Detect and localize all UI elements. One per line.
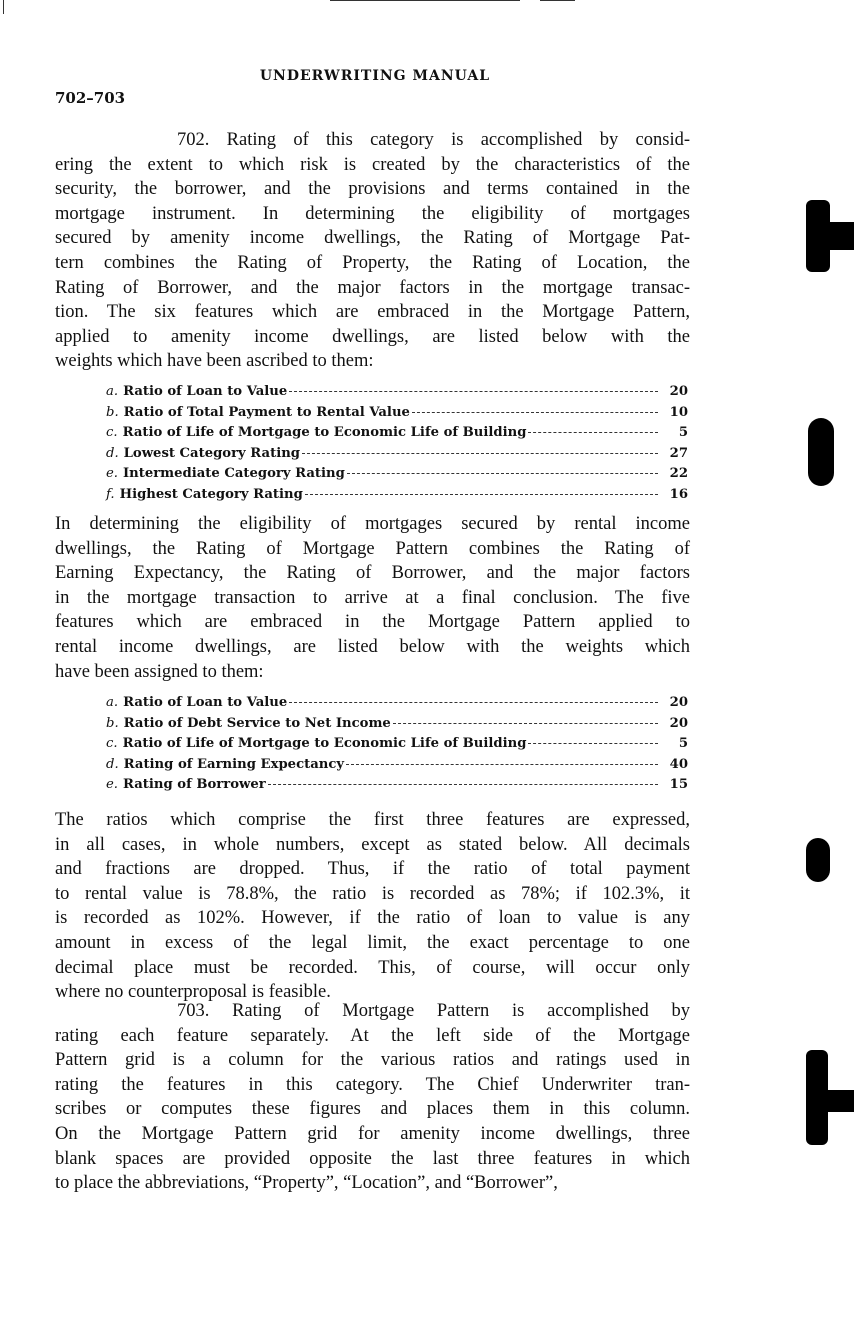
text-line: The ratios which comprise the first three features are expressed, bbox=[55, 810, 690, 830]
feature-row bbox=[106, 734, 688, 755]
feature-letter: d. bbox=[106, 445, 119, 461]
amenity-features-list bbox=[106, 382, 688, 505]
feature-letter: e. bbox=[106, 777, 118, 792]
rental-features-list bbox=[106, 693, 688, 796]
leader-dots bbox=[393, 723, 658, 724]
feature-row bbox=[106, 403, 688, 424]
leader-dots bbox=[346, 764, 658, 765]
feature-weight: 15 bbox=[669, 777, 688, 792]
text-line: dwellings, the Rating of Mortgage Pattern combines the Rating of bbox=[55, 538, 690, 559]
feature-label: Highest Category Rating bbox=[119, 486, 303, 502]
feature-letter: c. bbox=[106, 425, 118, 440]
feature-row bbox=[106, 775, 688, 796]
text-line: rating each feature separately. At the left side of the Mortgage bbox=[55, 1025, 690, 1046]
feature-row bbox=[106, 444, 688, 465]
feature-weight: 16 bbox=[669, 486, 688, 502]
leader-dots bbox=[289, 391, 658, 392]
top-rule bbox=[330, 0, 520, 1]
feature-weight: 20 bbox=[669, 715, 688, 731]
text-line: secured by amenity income dwellings, the Rating of Mortgage Pat- bbox=[55, 228, 690, 249]
feature-label: Ratio of Life of Mortgage to Economic Life of Building bbox=[122, 425, 527, 440]
section-range: 702–703 bbox=[55, 89, 126, 107]
text-line: is recorded as 102%. However, if the ratio of loan to value is any bbox=[55, 908, 690, 929]
leader-dots bbox=[268, 784, 658, 785]
feature-letter: a. bbox=[106, 695, 119, 710]
binding-mark bbox=[806, 1090, 854, 1112]
text-line: to place the abbreviations, “Property”, “Location”, and “Borrower”, bbox=[55, 1173, 558, 1194]
paragraph-rental bbox=[55, 512, 690, 684]
feature-row bbox=[106, 423, 688, 444]
feature-label: Ratio of Debt Service to Net Income bbox=[123, 715, 391, 731]
text-line: 703. Rating of Mortgage Pattern is accomplished by bbox=[177, 1001, 690, 1021]
text-line: Rating of Borrower, and the major factors in the mortgage transac- bbox=[55, 277, 690, 298]
text-line: in the mortgage transaction to arrive at a final conclusion. The five bbox=[55, 587, 690, 608]
running-header: UNDERWRITING MANUAL bbox=[259, 68, 491, 84]
feature-label: Ratio of Loan to Value bbox=[123, 384, 288, 399]
text-line: Pattern grid is a column for the various ratios and ratings used in bbox=[55, 1050, 690, 1071]
feature-label: Intermediate Category Rating bbox=[123, 466, 345, 481]
feature-letter: e. bbox=[106, 466, 118, 481]
feature-label: Ratio of Life of Mortgage to Economic Life of Building bbox=[122, 736, 527, 751]
text-line: mortgage instrument. In determining the eligibility of mortgages bbox=[55, 203, 690, 224]
binding-hole bbox=[808, 418, 834, 486]
binding-hole bbox=[806, 838, 830, 882]
feature-row bbox=[106, 693, 688, 714]
leader-dots bbox=[528, 432, 658, 433]
leader-dots bbox=[302, 453, 658, 454]
feature-letter: a. bbox=[106, 384, 119, 399]
text-line: rental income dwellings, are listed below with the weights which bbox=[55, 636, 690, 657]
text-line: features which are embraced in the Mortgage Pattern applied to bbox=[55, 612, 690, 633]
text-line: In determining the eligibility of mortgages secured by rental income bbox=[55, 514, 690, 534]
feature-label: Lowest Category Rating bbox=[123, 445, 301, 461]
paragraph-703 bbox=[55, 999, 690, 1196]
leader-dots bbox=[412, 412, 658, 413]
feature-weight: 27 bbox=[669, 445, 688, 461]
feature-row bbox=[106, 755, 688, 776]
text-line: On the Mortgage Pattern grid for amenity income dwellings, three bbox=[55, 1123, 690, 1144]
text-line: and fractions are dropped. Thus, if the ratio of total payment bbox=[55, 859, 690, 880]
feature-label: Rating of Borrower bbox=[123, 777, 266, 792]
text-line: security, the borrower, and the provisions and terms contained in the bbox=[55, 179, 690, 200]
leader-dots bbox=[528, 743, 658, 744]
paragraph-ratios bbox=[55, 808, 690, 1005]
text-line: rating the features in this category. The Chief Underwriter tran- bbox=[55, 1074, 690, 1095]
text-line: amount in excess of the legal limit, the exact percentage to one bbox=[55, 932, 690, 953]
feature-row bbox=[106, 714, 688, 735]
feature-weight: 40 bbox=[669, 756, 688, 772]
leader-dots bbox=[289, 702, 658, 703]
text-line: where no counterproposal is feasible. bbox=[55, 982, 331, 1003]
leader-dots bbox=[305, 494, 658, 495]
text-line: to rental value is 78.8%, the ratio is recorded as 78%; if 102.3%, it bbox=[55, 883, 690, 904]
feature-letter: c. bbox=[106, 736, 118, 751]
feature-weight: 20 bbox=[669, 695, 688, 710]
text-line: 702. Rating of this category is accomplished by consid- bbox=[177, 130, 690, 150]
feature-weight: 20 bbox=[669, 384, 688, 399]
feature-letter: f. bbox=[106, 486, 115, 502]
text-line: in all cases, in whole numbers, except as stated below. All decimals bbox=[55, 834, 690, 855]
text-line: blank spaces are provided opposite the last three features in which bbox=[55, 1148, 690, 1169]
feature-label: Rating of Earning Expectancy bbox=[123, 756, 345, 772]
feature-label: Ratio of Loan to Value bbox=[123, 695, 288, 710]
text-line: weights which have been ascribed to them: bbox=[55, 351, 374, 372]
text-line: tion. The six features which are embraced in the Mortgage Pattern, bbox=[55, 302, 690, 323]
text-line: applied to amenity income dwellings, are listed below with the bbox=[55, 326, 690, 347]
leader-dots bbox=[347, 473, 658, 474]
feature-weight: 22 bbox=[669, 466, 688, 481]
binding-mark bbox=[806, 222, 854, 250]
feature-weight: 10 bbox=[669, 404, 688, 420]
text-line: scribes or computes these figures and places them in this column. bbox=[55, 1099, 690, 1120]
feature-letter: d. bbox=[106, 756, 119, 772]
feature-letter: b. bbox=[106, 715, 119, 731]
feature-label: Ratio of Total Payment to Rental Value bbox=[123, 404, 410, 420]
feature-weight: 5 bbox=[678, 425, 688, 440]
edge-mark bbox=[3, 0, 4, 14]
feature-weight: 5 bbox=[678, 736, 688, 751]
feature-letter: b. bbox=[106, 404, 119, 420]
feature-row bbox=[106, 485, 688, 506]
top-rule-short bbox=[540, 0, 575, 1]
text-line: have been assigned to them: bbox=[55, 661, 264, 682]
text-line: tern combines the Rating of Property, the Rating of Location, the bbox=[55, 252, 690, 273]
text-line: decimal place must be recorded. This, of course, will occur only bbox=[55, 957, 690, 978]
text-line: Earning Expectancy, the Rating of Borrower, and the major factors bbox=[55, 563, 690, 584]
feature-row bbox=[106, 464, 688, 485]
feature-row bbox=[106, 382, 688, 403]
text-line: ering the extent to which risk is created by the characteristics of the bbox=[55, 154, 690, 175]
paragraph-702 bbox=[55, 128, 690, 374]
